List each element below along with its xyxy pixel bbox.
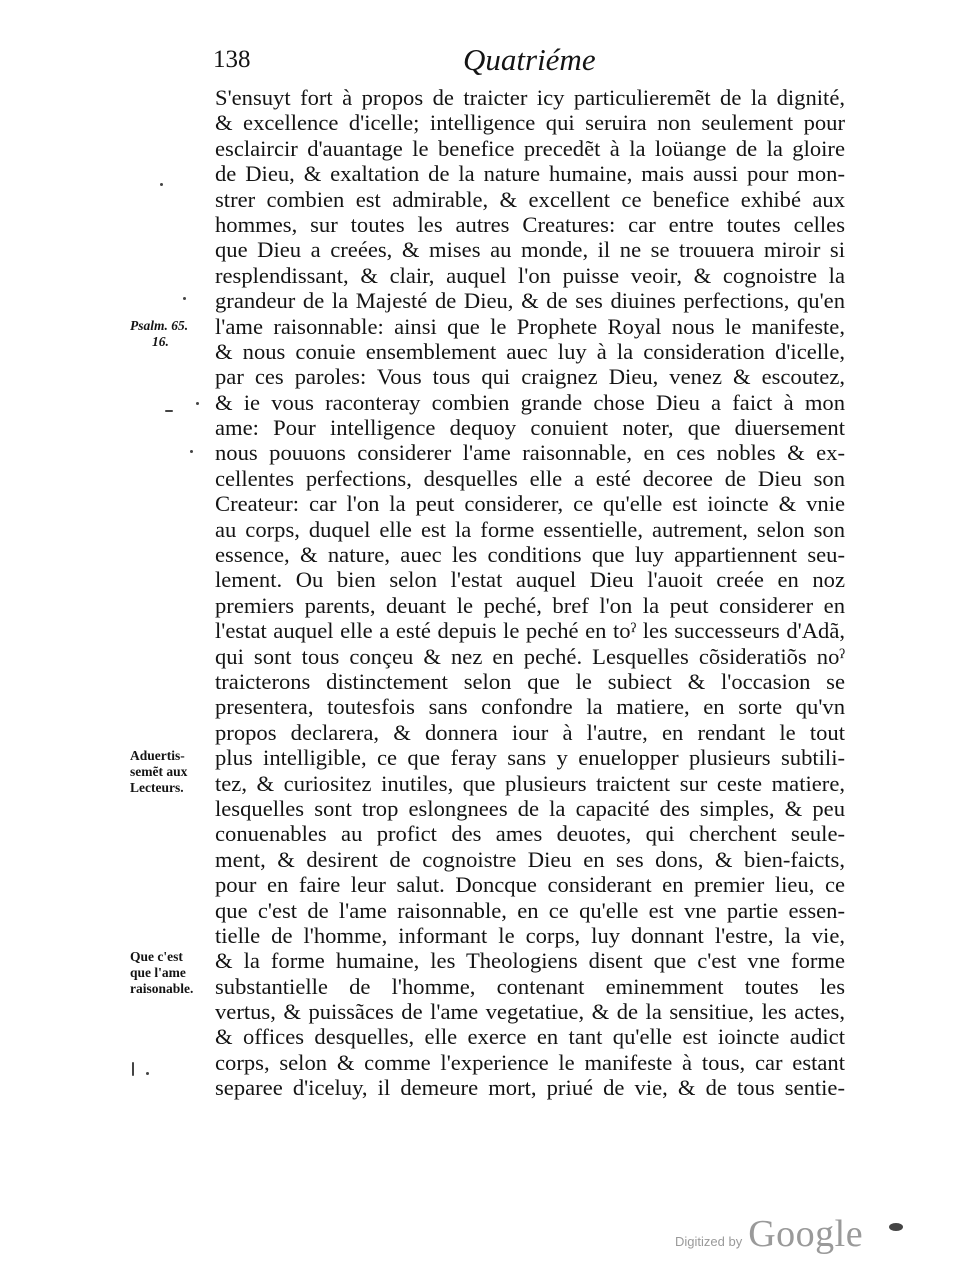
text-line: separee d'iceluy, il demeure mort, priué de vie, & de tous sentie- — [215, 1075, 845, 1101]
margin-note-line: Psalm. 65. — [130, 318, 189, 333]
text-line: & nous conuie ensemblement auec luy à la consideration d'icelle, — [215, 338, 845, 364]
text-line: l'estat auquel elle a esté depuis le peché en toˀ les successeurs d'Adã, — [215, 618, 845, 644]
text-line: & offices desquelles, elle exerce en tant qu'elle est ioincte audict — [215, 1024, 845, 1050]
text-line: esclaircir d'auantage le benefice precedẽt à la loüange de la gloire — [215, 135, 845, 161]
margin-note-line: semẽt aux — [130, 764, 188, 779]
google-logo: Google — [748, 1213, 864, 1255]
digitized-by-watermark — [675, 1212, 863, 1256]
margin-note-line: 16. — [152, 334, 169, 349]
margin-note-psalm — [130, 318, 188, 350]
text-line: conuenables au profict des ames deuotes, qui cherchent seule- — [215, 821, 845, 847]
text-line: ment, & desirent de cognoistre Dieu en ses dons, & bien-faicts, — [215, 846, 845, 872]
text-line: que Dieu a creées, & mises au monde, il ne se trouuera miroir si — [215, 237, 845, 263]
margin-note-line: Que c'est — [130, 949, 183, 964]
scan-speck — [165, 410, 173, 412]
page-number: 138 — [213, 46, 251, 73]
margin-note-line: que l'ame — [130, 965, 186, 980]
text-line: plus intelligible, ce que feray sans y enuelopper plusieurs subtili- — [215, 745, 845, 771]
scan-speck — [146, 1072, 149, 1075]
text-line: S'ensuyt fort à propos de traicter icy particulieremẽt de la dignité, — [215, 85, 845, 110]
text-line: par ces paroles: Vous tous qui craignez Dieu, venez & escoutez, — [215, 364, 845, 390]
text-line: tielle de l'homme, informant le corps, luy donnant l'estre, la vie, — [215, 922, 845, 948]
scan-speck — [132, 1062, 134, 1076]
text-line: au corps, duquel elle est la forme essentielle, autrement, selon son — [215, 516, 845, 542]
text-line: que c'est de l'ame raisonnable, en ce qu'elle est vne partie essen- — [215, 897, 845, 923]
scan-speck — [196, 402, 199, 405]
text-line: Createur: car l'on la peut considerer, ce qu'elle est ioincte & vnie — [215, 491, 845, 517]
text-line: lement. Ou bien selon l'estat auquel Dieu l'auoit creée en noz — [215, 567, 845, 593]
margin-note-advertissement — [130, 748, 187, 796]
text-line: l'ame raisonnable: ainsi que le Prophete Royal nous le manifeste, — [215, 313, 845, 339]
scan-speck — [160, 183, 163, 186]
text-line: premiers parents, deuant le peché, bref l'on la peut considerer en — [215, 592, 845, 618]
text-line: pour en faire leur salut. Doncque considerant en premier lieu, ce — [215, 872, 845, 898]
text-line: de Dieu, & exaltation de la nature humaine, mais aussi pour mon- — [215, 161, 845, 187]
text-line: strer combien est admirable, & excellent ce benefice exhibé aux — [215, 186, 845, 212]
scan-speck — [889, 1223, 903, 1231]
running-head: Quatriéme — [463, 42, 596, 77]
margin-note-line: raisonable. — [130, 981, 194, 996]
text-line: lesquelles sont trop eslongnees de la capacité des simples, & peu — [215, 795, 845, 821]
text-line: & excellence d'icelle; intelligence qui seruira non seulement pour — [215, 110, 845, 136]
text-line: ame: Pour intelligence dequoy conuient noter, que diuersement — [215, 415, 845, 441]
text-line: resplendissant, & clair, auquel l'on puisse veoir, & cognoistre la — [215, 262, 845, 288]
scan-speck — [183, 297, 186, 300]
text-line: grandeur de la Majesté de Dieu, & de ses diuines perfections, qu'en — [215, 288, 845, 314]
text-line: presentera, toutesfois sans confondre la matiere, en sorte qu'vn — [215, 694, 845, 720]
margin-note-line: Lecteurs. — [130, 780, 184, 795]
margin-note-line: Aduertis- — [130, 748, 185, 763]
text-line: traicterons distinctement selon que le subiect & l'occasion se — [215, 668, 845, 694]
text-line: cellentes perfections, desquelles elle a esté decoree de Dieu son — [215, 465, 845, 491]
text-line: hommes, sur toutes les autres Creatures: car entre toutes celles — [215, 211, 845, 237]
scan-speck — [190, 450, 193, 453]
text-line: & ie vous raconteray combien grande chose Dieu a faict à mon — [215, 389, 845, 415]
text-line: corps, selon & comme l'experience le manifeste à tous, car estant — [215, 1049, 845, 1075]
text-line: substantielle de l'homme, contenant eminemment toutes les — [215, 973, 845, 999]
text-line: tez, & curiositez inutiles, que plusieurs traictent sur ceste matiere, — [215, 770, 845, 796]
text-line: qui sont tous conçeu & nez en peché. Lesquelles cõsideratiõs noˀ — [215, 643, 845, 669]
body-text — [215, 85, 845, 1101]
text-line: nous pouuons considerer l'ame raisonnable, en ces nobles & ex- — [215, 440, 845, 466]
text-line: propos declarera, & donnera iour à l'autre, en rendant le tout — [215, 719, 845, 745]
text-line: vertus, & puissãces de l'ame vegetatiue, & de la sensitiue, les actes, — [215, 999, 845, 1025]
watermark-label: Digitized by — [675, 1234, 743, 1249]
text-line: & la forme humaine, les Theologiens disent que c'est vne forme — [215, 948, 845, 974]
margin-note-que-cest — [130, 949, 193, 997]
text-line: essence, & nature, auec les conditions que luy appartiennent seu- — [215, 542, 845, 568]
